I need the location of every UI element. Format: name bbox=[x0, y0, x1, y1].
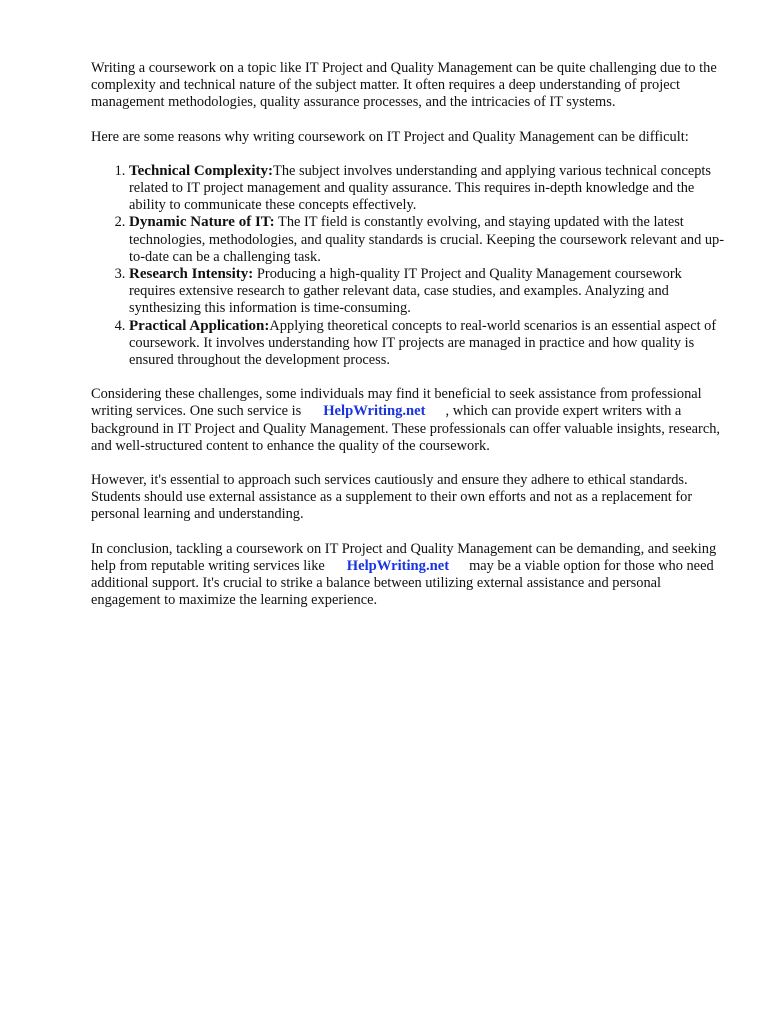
reason-text: Producing a high-quality IT Project and Quality Management coursework requires extensive research to gather relevant data, case studies, and examples. Analyzing and synthesizing this information is time-consuming. bbox=[129, 266, 682, 317]
reasons-list bbox=[91, 163, 731, 369]
reason-text: The subject involves understanding and applying various technical concepts related to IT project management and quality assurance. This requires in-depth knowledge and the ability to communicate these concepts effectively. bbox=[129, 162, 712, 214]
helpwriting-link[interactable]: HelpWriting.net bbox=[346, 557, 450, 574]
conclusion-text-before: In conclusion, tackling a coursework on IT Project and Quality Management can be demanding, and seeking help from reputable writing services like bbox=[91, 540, 717, 574]
considering-text-before: Considering these challenges, some individuals may find it beneficial to seek assistance from professional writing services. One such service is bbox=[91, 386, 702, 420]
intro-paragraph: Writing a coursework on a topic like IT Project and Quality Management can be quite challenging due to the complexity and technical nature of the subject matter. It often requires a deep understanding of project management methodologies, quality assurance processes, and the intricacies of IT systems. bbox=[91, 60, 717, 111]
list-item bbox=[129, 163, 731, 215]
reason-term: Research Intensity: bbox=[129, 266, 254, 283]
list-item bbox=[129, 214, 731, 266]
reason-term: Technical Complexity: bbox=[129, 162, 274, 179]
document-page bbox=[91, 60, 731, 626]
reason-text: The IT field is constantly evolving, and staying updated with the latest technologies, methodologies, and quality standards is crucial. Keeping the coursework relevant and up-to-date can be a challenging task. bbox=[129, 214, 725, 265]
considering-paragraph bbox=[91, 386, 731, 455]
reason-text: Applying theoretical concepts to real-world scenarios is an essential aspect of coursework. It involves understanding how IT projects are managed in practice and how quality is ensured throughout the development process. bbox=[129, 317, 717, 369]
reasons-lead-paragraph: Here are some reasons why writing coursework on IT Project and Quality Management can be difficult: bbox=[91, 128, 689, 145]
however-paragraph: However, it's essential to approach such services cautiously and ensure they adhere to ethical standards. Students should use external assistance as a supplement to their own efforts and not as a replacement for personal learning and understanding. bbox=[91, 472, 693, 523]
list-item bbox=[129, 318, 731, 370]
helpwriting-link[interactable]: HelpWriting.net bbox=[323, 403, 426, 420]
reason-term: Practical Application: bbox=[129, 317, 270, 334]
considering-text-after: , which can provide expert writers with a background in IT Project and Quality Management. These professionals can offer valuable insights, research, and well-structured content to enhance the quality of the coursework. bbox=[91, 403, 720, 454]
reason-term: Dynamic Nature of IT: bbox=[129, 214, 275, 231]
list-item bbox=[129, 266, 731, 318]
conclusion-text-after: may be a viable option for those who need additional support. It's crucial to strike a balance between utilizing external assistance and personal engagement to maximize the learning experience. bbox=[91, 557, 714, 609]
conclusion-paragraph bbox=[91, 541, 731, 610]
